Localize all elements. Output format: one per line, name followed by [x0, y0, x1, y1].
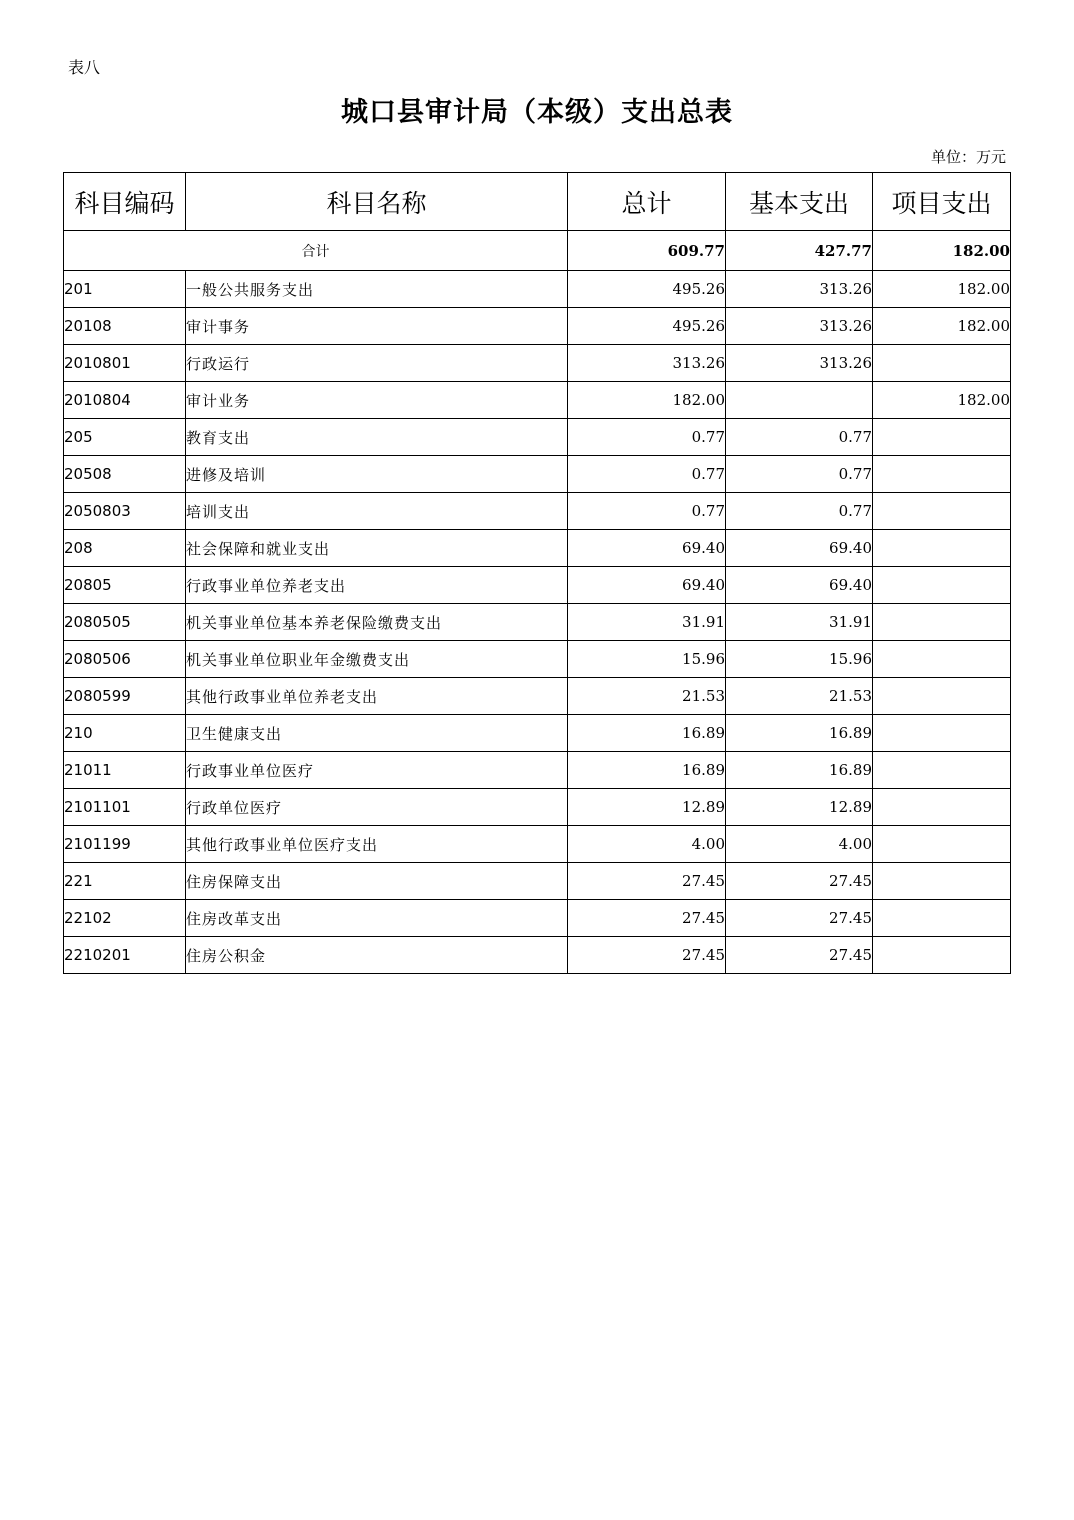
table-row — [64, 456, 1011, 493]
row-basic: 31.91 — [726, 604, 873, 641]
header-code: 科目编码 — [64, 173, 186, 231]
expense-table — [63, 172, 1011, 974]
row-project: 182.00 — [873, 271, 1011, 308]
row-code: 20508 — [64, 456, 186, 493]
row-name: 社会保障和就业支出 — [186, 530, 568, 567]
row-name: 其他行政事业单位养老支出 — [186, 678, 568, 715]
row-name: 行政事业单位医疗 — [186, 752, 568, 789]
row-code: 2210201 — [64, 937, 186, 974]
row-basic: 4.00 — [726, 826, 873, 863]
table-row — [64, 752, 1011, 789]
row-basic: 27.45 — [726, 863, 873, 900]
row-code: 205 — [64, 419, 186, 456]
row-name: 机关事业单位基本养老保险缴费支出 — [186, 604, 568, 641]
row-name: 行政运行 — [186, 345, 568, 382]
row-project — [873, 826, 1011, 863]
header-basic: 基本支出 — [726, 173, 873, 231]
table-row — [64, 530, 1011, 567]
row-total: 182.00 — [568, 382, 726, 419]
row-project — [873, 641, 1011, 678]
row-project — [873, 863, 1011, 900]
row-total: 12.89 — [568, 789, 726, 826]
row-project — [873, 715, 1011, 752]
row-project — [873, 456, 1011, 493]
row-project — [873, 937, 1011, 974]
row-total: 495.26 — [568, 308, 726, 345]
row-total: 0.77 — [568, 419, 726, 456]
row-code: 2080506 — [64, 641, 186, 678]
table-row — [64, 789, 1011, 826]
row-project — [873, 530, 1011, 567]
row-total: 4.00 — [568, 826, 726, 863]
row-total: 27.45 — [568, 900, 726, 937]
row-name: 审计业务 — [186, 382, 568, 419]
row-basic: 16.89 — [726, 715, 873, 752]
row-total: 15.96 — [568, 641, 726, 678]
row-name: 行政单位医疗 — [186, 789, 568, 826]
row-code: 201 — [64, 271, 186, 308]
row-basic: 313.26 — [726, 345, 873, 382]
row-name: 培训支出 — [186, 493, 568, 530]
row-project: 182.00 — [873, 382, 1011, 419]
row-total: 0.77 — [568, 456, 726, 493]
row-name: 行政事业单位养老支出 — [186, 567, 568, 604]
row-basic: 16.89 — [726, 752, 873, 789]
row-code: 2010801 — [64, 345, 186, 382]
table-row — [64, 937, 1011, 974]
row-basic: 69.40 — [726, 530, 873, 567]
total-label: 合计 — [64, 231, 568, 271]
row-project — [873, 752, 1011, 789]
table-row — [64, 493, 1011, 530]
row-code: 2050803 — [64, 493, 186, 530]
row-code: 21011 — [64, 752, 186, 789]
row-total: 27.45 — [568, 937, 726, 974]
row-code: 210 — [64, 715, 186, 752]
total-row — [64, 231, 1011, 271]
row-total: 0.77 — [568, 493, 726, 530]
row-name: 审计事务 — [186, 308, 568, 345]
row-name: 卫生健康支出 — [186, 715, 568, 752]
total-total: 609.77 — [568, 231, 726, 271]
row-name: 一般公共服务支出 — [186, 271, 568, 308]
row-name: 进修及培训 — [186, 456, 568, 493]
row-project — [873, 345, 1011, 382]
row-basic: 27.45 — [726, 937, 873, 974]
header-name: 科目名称 — [186, 173, 568, 231]
table-row — [64, 419, 1011, 456]
table-row — [64, 678, 1011, 715]
row-project — [873, 678, 1011, 715]
page-title: 城口县审计局（本级）支出总表 — [341, 97, 733, 128]
table-row — [64, 900, 1011, 937]
header-total: 总计 — [568, 173, 726, 231]
total-basic: 427.77 — [726, 231, 873, 271]
row-basic: 0.77 — [726, 419, 873, 456]
row-name: 住房公积金 — [186, 937, 568, 974]
row-code: 208 — [64, 530, 186, 567]
table-row — [64, 826, 1011, 863]
table-row — [64, 863, 1011, 900]
row-code: 2080599 — [64, 678, 186, 715]
table-header — [64, 173, 1011, 231]
row-basic: 69.40 — [726, 567, 873, 604]
row-basic — [726, 382, 873, 419]
row-total: 31.91 — [568, 604, 726, 641]
row-basic: 12.89 — [726, 789, 873, 826]
row-code: 2080505 — [64, 604, 186, 641]
row-project — [873, 789, 1011, 826]
row-name: 住房改革支出 — [186, 900, 568, 937]
row-code: 221 — [64, 863, 186, 900]
row-total: 27.45 — [568, 863, 726, 900]
row-name: 其他行政事业单位医疗支出 — [186, 826, 568, 863]
row-project — [873, 493, 1011, 530]
table-row — [64, 308, 1011, 345]
table-row — [64, 382, 1011, 419]
row-project — [873, 900, 1011, 937]
table-body — [64, 231, 1011, 974]
row-basic: 27.45 — [726, 900, 873, 937]
row-total: 21.53 — [568, 678, 726, 715]
row-basic: 313.26 — [726, 271, 873, 308]
row-total: 16.89 — [568, 752, 726, 789]
table-row — [64, 641, 1011, 678]
row-total: 69.40 — [568, 567, 726, 604]
row-basic: 21.53 — [726, 678, 873, 715]
row-project: 182.00 — [873, 308, 1011, 345]
row-basic: 0.77 — [726, 493, 873, 530]
row-name: 教育支出 — [186, 419, 568, 456]
row-basic: 313.26 — [726, 308, 873, 345]
row-basic: 15.96 — [726, 641, 873, 678]
row-name: 住房保障支出 — [186, 863, 568, 900]
table-row — [64, 345, 1011, 382]
row-total: 69.40 — [568, 530, 726, 567]
row-code: 2010804 — [64, 382, 186, 419]
row-name: 机关事业单位职业年金缴费支出 — [186, 641, 568, 678]
row-project — [873, 604, 1011, 641]
table-row — [64, 715, 1011, 752]
row-code: 20805 — [64, 567, 186, 604]
table-number-label: 表八 — [68, 58, 101, 77]
row-code: 20108 — [64, 308, 186, 345]
header-project: 项目支出 — [873, 173, 1011, 231]
row-code: 2101101 — [64, 789, 186, 826]
row-project — [873, 567, 1011, 604]
row-total: 16.89 — [568, 715, 726, 752]
unit-label: 单位：万元 — [930, 148, 1006, 166]
row-basic: 0.77 — [726, 456, 873, 493]
table-row — [64, 604, 1011, 641]
table-row — [64, 271, 1011, 308]
table-row — [64, 567, 1011, 604]
row-total: 495.26 — [568, 271, 726, 308]
row-total: 313.26 — [568, 345, 726, 382]
row-project — [873, 419, 1011, 456]
total-project: 182.00 — [873, 231, 1011, 271]
row-code: 22102 — [64, 900, 186, 937]
row-code: 2101199 — [64, 826, 186, 863]
